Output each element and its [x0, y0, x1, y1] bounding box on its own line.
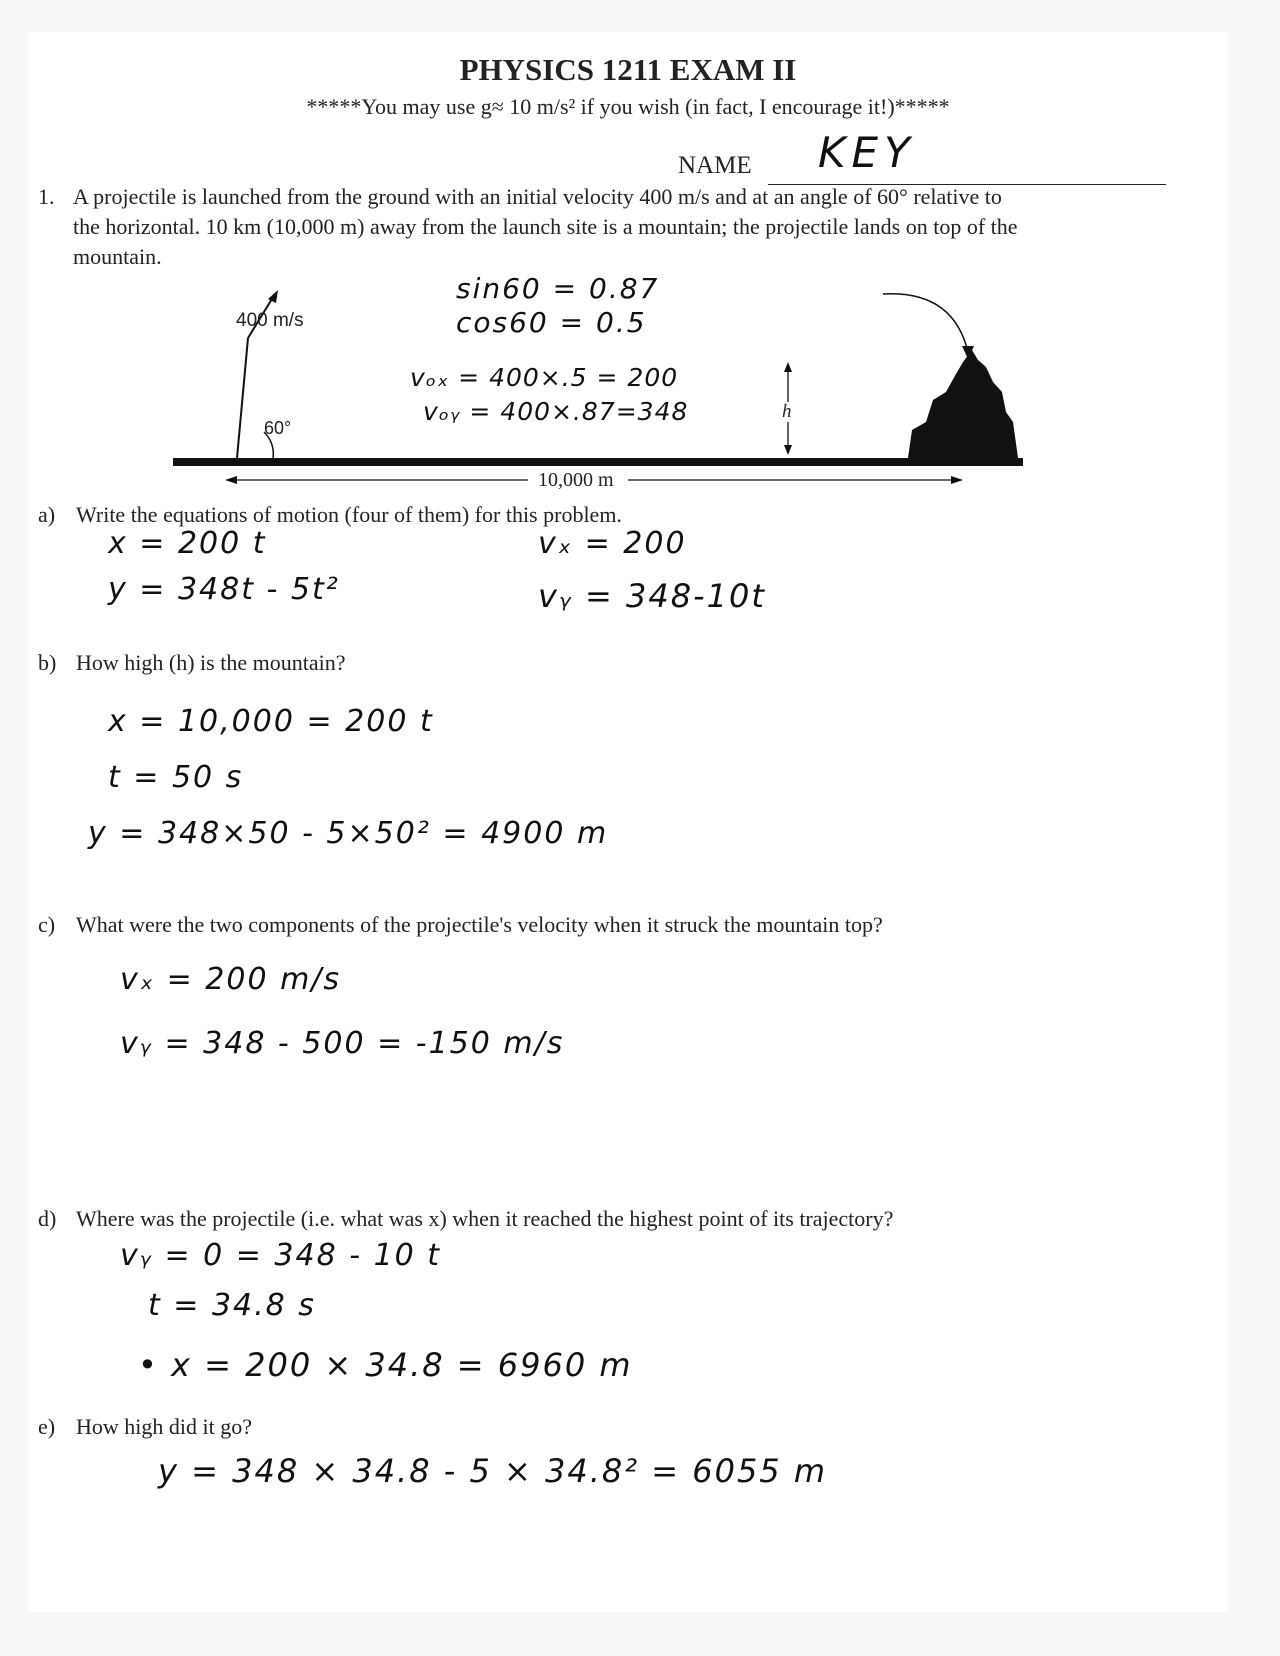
- mountain: [908, 350, 1018, 458]
- part-a-answer-x: x = 200 t: [108, 526, 267, 561]
- problem-text-line-1: A projectile is launched from the ground with an initial velocity 400 m/s and at an angle of 60° relative to: [73, 184, 1002, 209]
- part-c-answer-vx: vₓ = 200 m/s: [120, 962, 342, 997]
- exam-instructions: *****You may use g≈ 10 m/s² if you wish (in fact, I encourage it!)*****: [306, 94, 950, 119]
- distance-arrowhead-right: [951, 476, 963, 484]
- part-a-answer-vy: vᵧ = 348-10t: [538, 577, 766, 615]
- ground-line: [173, 458, 1023, 466]
- part-b-answer-t: t = 50 s: [108, 760, 244, 795]
- problem-number: 1.: [38, 184, 55, 209]
- part-b-question: How high (h) is the mountain?: [76, 650, 346, 675]
- height-label: h: [782, 401, 792, 422]
- part-a-answer-vx: vₓ = 200: [538, 526, 687, 561]
- name-value-handwritten: KEY: [818, 128, 916, 177]
- landing-trajectory: [883, 294, 968, 352]
- part-c-question: What were the two components of the projectile's velocity when it struck the mountain top?: [76, 912, 883, 937]
- part-d-question: Where was the projectile (i.e. what was x) when it reached the highest point of its trajectory?: [76, 1206, 894, 1231]
- part-c-answer-vy: vᵧ = 348 - 500 = -150 m/s: [120, 1026, 565, 1061]
- velocity-label: 400 m/s: [236, 310, 304, 331]
- exam-sheet: [28, 32, 1228, 1612]
- hand-vox: vₒₓ = 400×.5 = 200: [410, 363, 679, 392]
- hand-sin60: sin60 = 0.87: [456, 272, 660, 305]
- part-c-letter: c): [38, 912, 56, 937]
- projectile-diagram: [28, 262, 1228, 492]
- part-a-question: Write the equations of motion (four of them) for this problem.: [76, 502, 622, 527]
- part-e-letter: e): [38, 1414, 56, 1439]
- part-b-answer-y: y = 348×50 - 5×50² = 4900 m: [88, 816, 609, 851]
- name-label: NAME: [678, 152, 752, 179]
- part-d-answer-x: • x = 200 × 34.8 = 6960 m: [138, 1346, 633, 1384]
- launch-arrowhead: [268, 290, 278, 303]
- hand-voy: vₒᵧ = 400×.87=348: [423, 397, 689, 426]
- part-d-answer-t: t = 34.8 s: [148, 1288, 316, 1323]
- part-a-answer-y: y = 348t - 5t²: [108, 572, 340, 607]
- exam-title: PHYSICS 1211 EXAM II: [459, 52, 797, 87]
- distance-arrowhead-left: [225, 476, 237, 484]
- distance-label: 10,000 m: [538, 469, 614, 491]
- height-arrowhead-up: [784, 362, 792, 372]
- problem-text-line-2: the horizontal. 10 km (10,000 m) away from the launch site is a mountain; the projectile lands on top of the: [73, 214, 1018, 239]
- part-d-answer-vy: vᵧ = 0 = 348 - 10 t: [120, 1238, 442, 1273]
- height-arrowhead-down: [784, 445, 792, 455]
- hand-cos60: cos60 = 0.5: [456, 306, 647, 339]
- launch-direction-line: [237, 338, 248, 458]
- part-a-letter: a): [38, 502, 56, 527]
- angle-label: 60°: [264, 418, 292, 438]
- part-d-letter: d): [38, 1206, 57, 1231]
- part-b-answer-x: x = 10,000 = 200 t: [108, 704, 434, 739]
- part-b-letter: b): [38, 650, 57, 675]
- problem-text-line-3: mountain.: [73, 244, 162, 269]
- part-e-question: How high did it go?: [76, 1414, 252, 1439]
- part-e-answer-y: y = 348 × 34.8 - 5 × 34.8² = 6055 m: [158, 1452, 827, 1490]
